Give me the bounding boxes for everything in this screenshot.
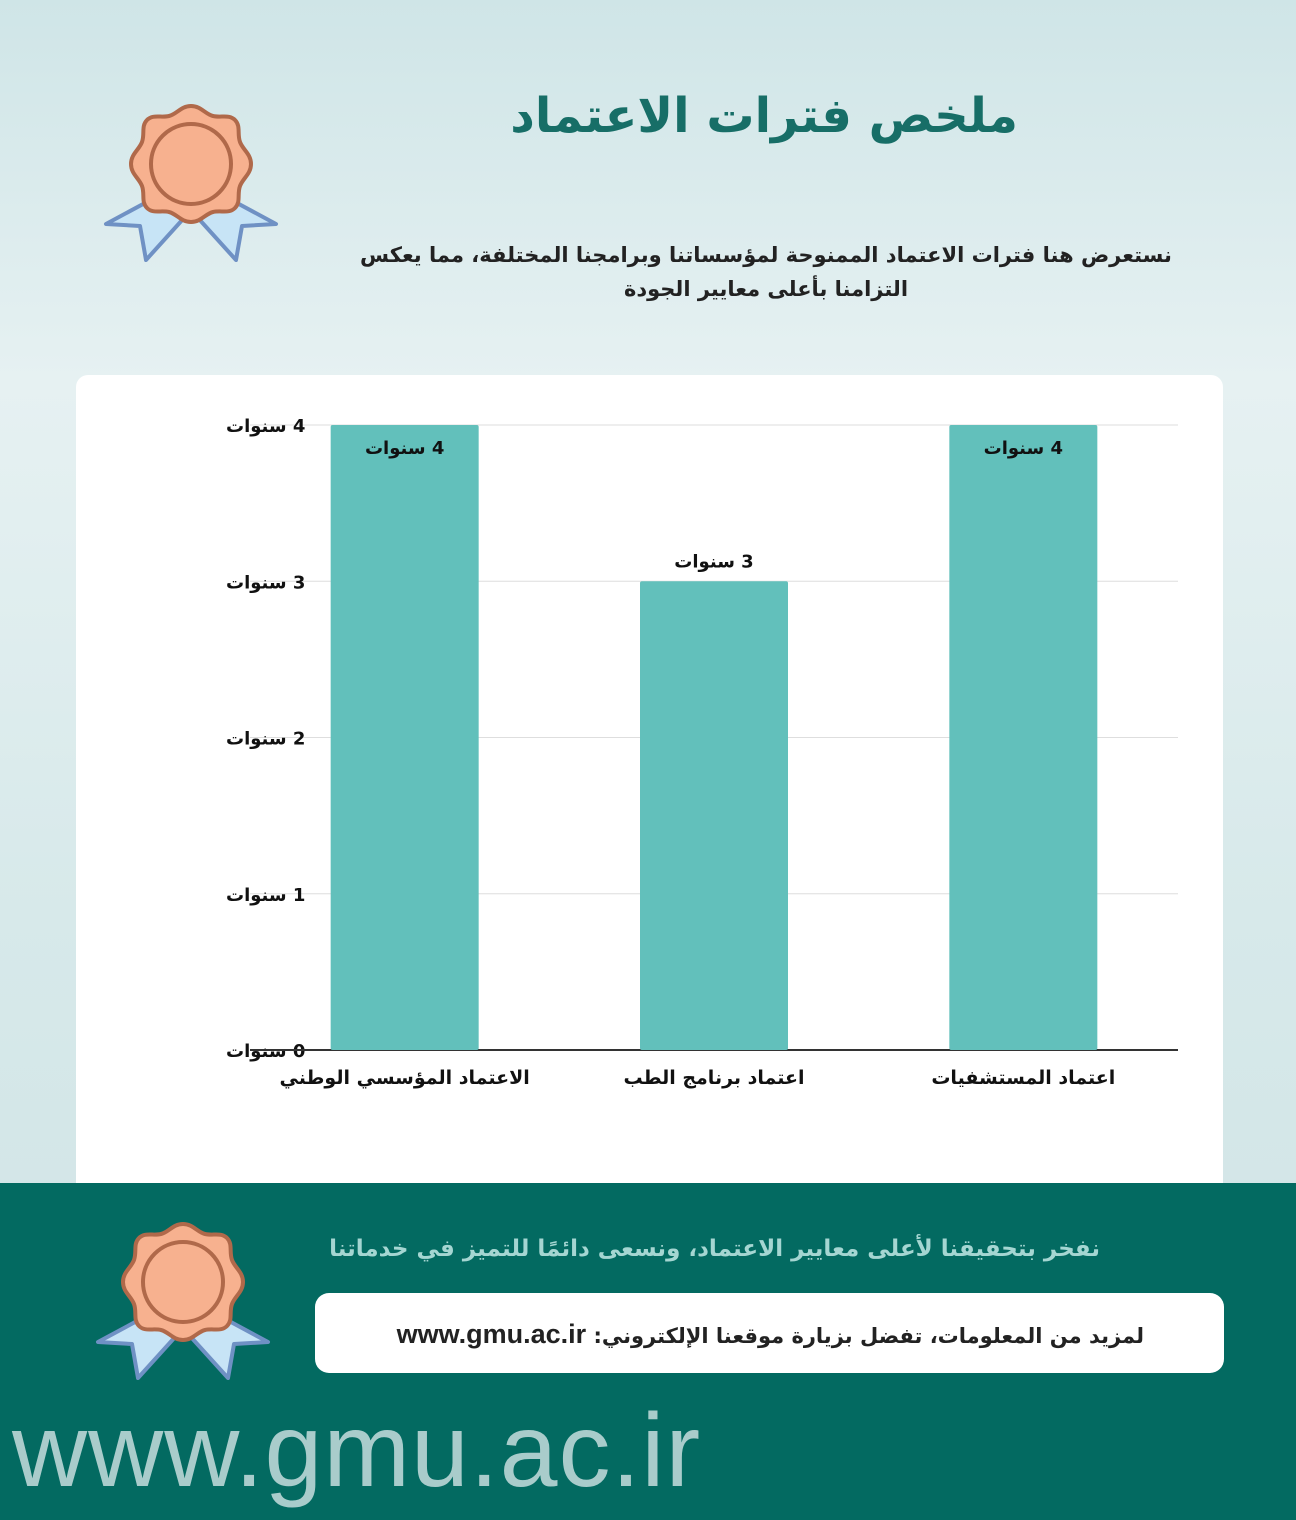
award-ribbon-icon [100,100,282,268]
bar [640,581,788,1050]
watermark: www.gmu.ac.ir [12,1393,702,1509]
award-ribbon-icon [92,1218,274,1386]
data-label: 4 سنوات [983,438,1064,459]
data-label: 4 سنوات [364,438,445,459]
info-line [397,1319,1144,1350]
y-tick-label: 4 سنوات [226,416,306,437]
y-tick-label: 2 سنوات [226,728,306,750]
page-title: ملخص فترات الاعتماد [510,88,1018,144]
y-tick-label: 0 سنوات [226,1041,306,1062]
x-tick-label: الاعتماد المؤسسي الوطني [279,1067,530,1089]
footer-note: نفخر بتحقيقنا لأعلى معايير الاعتماد، ونسعى دائمًا للتميز في خدماتنا [329,1236,1100,1262]
info-text: لمزيد من المعلومات، تفضل بزيارة موقعنا الإلكتروني: [593,1324,1144,1348]
y-tick-label: 3 سنوات [226,572,306,594]
x-tick-label: اعتماد برنامج الطب [623,1067,805,1089]
chart-card [76,375,1223,1205]
header [0,0,1296,370]
x-tick-label: اعتماد المستشفيات [931,1067,1116,1089]
bar [331,425,479,1050]
info-box [315,1293,1224,1373]
data-label: 3 سنوات [674,551,754,573]
website-link[interactable]: www.gmu.ac.ir [396,1319,587,1349]
page-subtitle: نستعرض هنا فترات الاعتماد الممنوحة لمؤسساتنا وبرامجنا المختلفة، مما يعكس التزامنا بأعلى معايير الجودة [360,243,1172,301]
y-tick-label: 1 سنوات [226,884,306,906]
bar [949,425,1097,1050]
bar-chart [76,375,1223,1205]
